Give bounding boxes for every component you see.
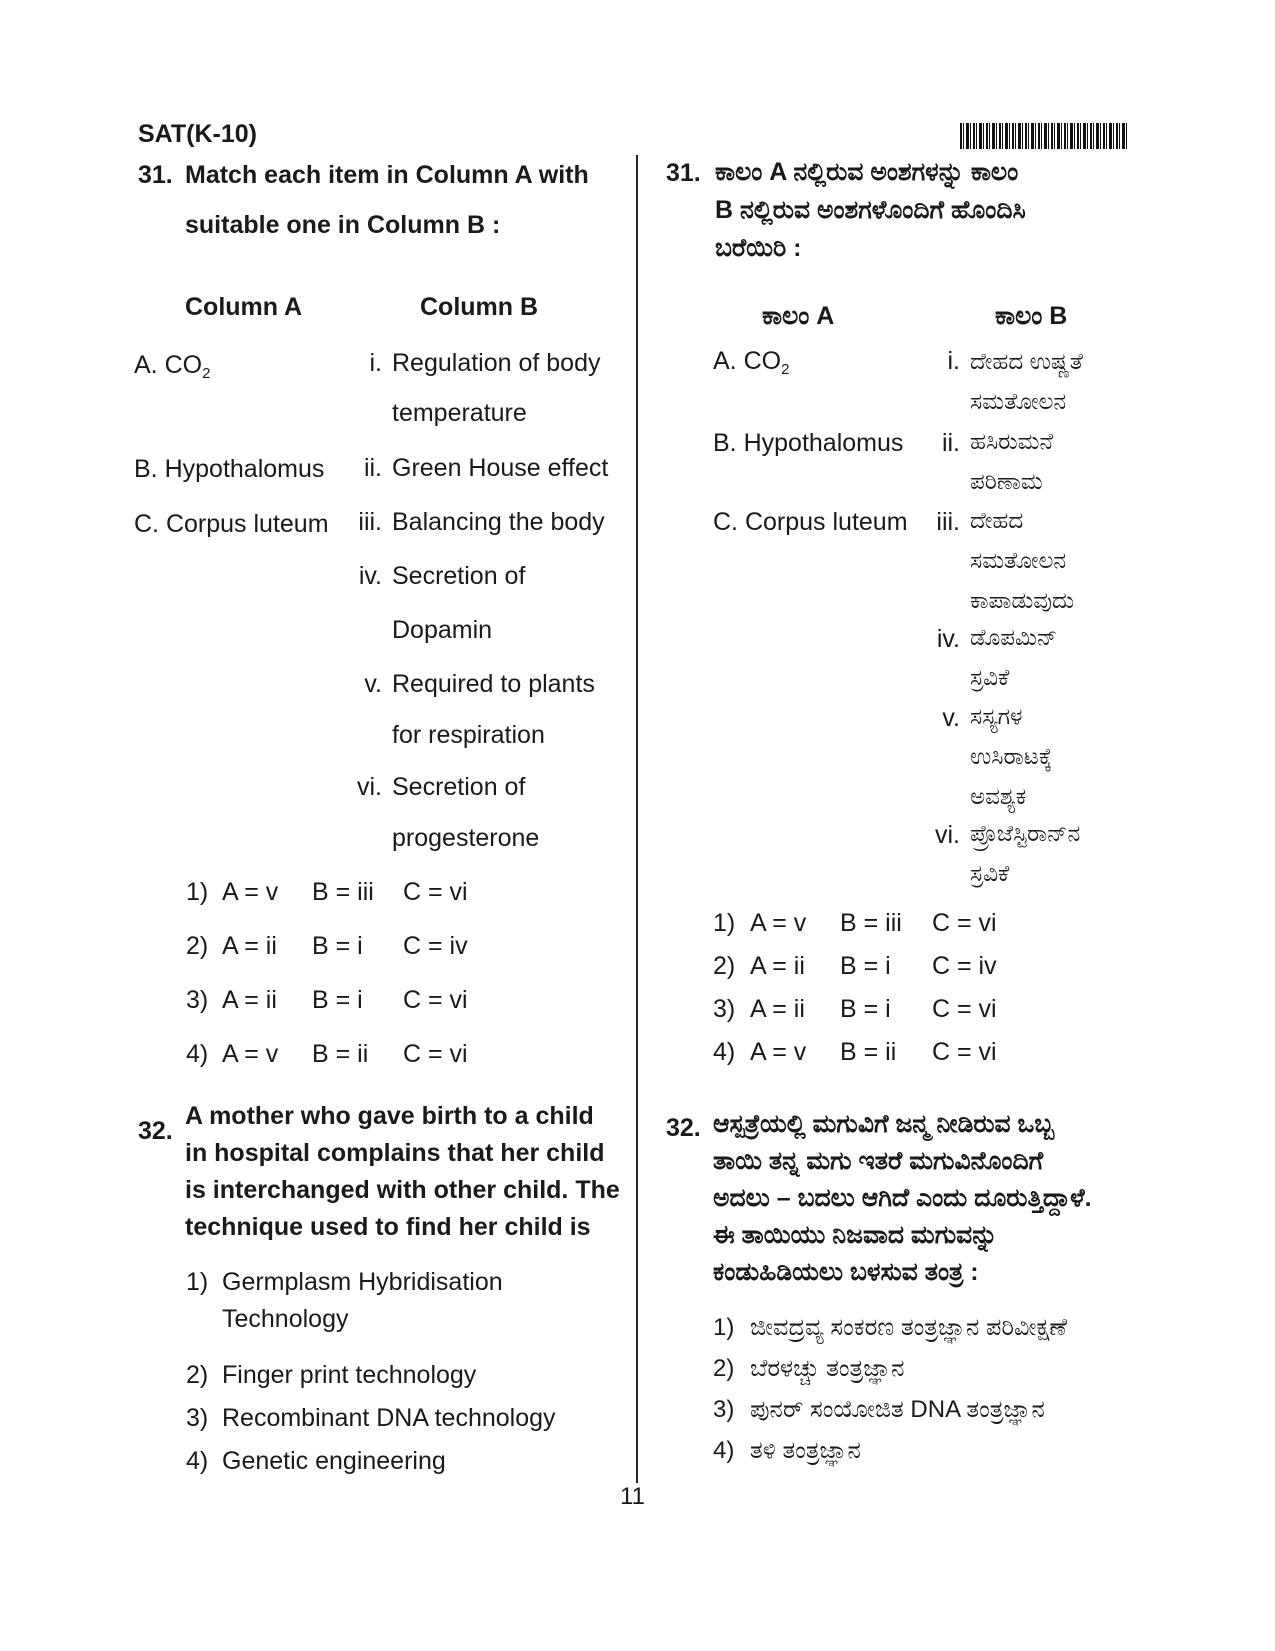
k-col-b-label: iv. bbox=[936, 625, 960, 653]
k-col-b-line: ಅವಶ್ಯಕ bbox=[970, 783, 1027, 809]
option-b: B = i bbox=[840, 995, 891, 1023]
k-q31-line: B ನಲ್ಲಿರುವ ಅಂಶಗಳೊಂದಿಗೆ ಹೊಂದಿಸಿ bbox=[715, 196, 1026, 224]
col-b-text: Green House effect bbox=[392, 454, 609, 482]
k-q32-number: 32. bbox=[666, 1114, 701, 1142]
col-a-item bbox=[134, 499, 329, 549]
k-col-a-item bbox=[713, 497, 908, 547]
k-col-b-line: ಸಮತೋಲನ bbox=[970, 388, 1067, 414]
option-text: Finger print technology bbox=[222, 1361, 477, 1389]
option-c: C = vi bbox=[403, 1040, 468, 1068]
col-b-text: Regulation of body bbox=[392, 349, 601, 377]
col-a-label: A. bbox=[134, 351, 158, 379]
k-col-b-label: iii. bbox=[936, 508, 960, 536]
k-col-b-line: ಸಮತೋಲನ bbox=[970, 547, 1067, 573]
option-a: A = ii bbox=[750, 952, 805, 980]
q31-text-line2: suitable one in Column B : bbox=[185, 211, 501, 239]
option-text: ಜೀವದ್ರವ್ಯ ಸಂಕರಣ ತಂತ್ರಜ್ಞಾನ ಪರಿವೀಕ್ಷಣೆ bbox=[750, 1314, 1067, 1341]
option-b: B = i bbox=[840, 952, 891, 980]
col-b-text: Balancing the body bbox=[392, 508, 605, 536]
option-number: 1) bbox=[713, 1314, 735, 1341]
k-col-b-label: ii. bbox=[941, 429, 960, 457]
k-col-b-text bbox=[970, 341, 1083, 421]
k-col-b-text bbox=[970, 421, 1053, 501]
q31-number: 31. bbox=[138, 161, 173, 189]
k-col-b-line: ದೇಹದ ಉಷ್ಣತೆ bbox=[970, 348, 1083, 374]
option-number: 1) bbox=[713, 909, 736, 937]
col-b-label: iv. bbox=[358, 562, 382, 590]
col-b-label: ii. bbox=[363, 454, 382, 482]
option-a: A = ii bbox=[222, 932, 277, 960]
k-col-b-line: ಪರಿಣಾಮ bbox=[970, 468, 1043, 494]
col-b-text: Required to plants bbox=[392, 670, 595, 698]
q32-option-2[interactable] bbox=[186, 1357, 477, 1394]
k-q31-question bbox=[715, 153, 1135, 267]
column-a-heading: Column A bbox=[185, 293, 303, 321]
col-a-subscript: 2 bbox=[202, 365, 211, 382]
option-number: 2) bbox=[186, 1361, 209, 1389]
option-b: B = i bbox=[312, 986, 363, 1014]
option-text: ಪುನರ್ ಸಂಯೋಜಿತ DNA ತಂತ್ರಜ್ಞಾನ bbox=[750, 1396, 1045, 1423]
column-b-heading: Column B bbox=[420, 293, 539, 321]
option-number: 3) bbox=[186, 986, 209, 1014]
k-col-b-line: ಸಸ್ಯಗಳ bbox=[970, 703, 1023, 729]
col-a-subscript: 2 bbox=[781, 361, 790, 378]
k-q31-line: ಬರೆಯಿರಿ : bbox=[715, 234, 802, 262]
option-a: A = v bbox=[750, 909, 807, 937]
barcode-image bbox=[960, 123, 1128, 149]
col-a-text: Corpus luteum bbox=[744, 508, 908, 536]
option-c: C = vi bbox=[932, 1038, 997, 1066]
k-q31-number: 31. bbox=[666, 159, 701, 187]
option-a: A = ii bbox=[750, 995, 805, 1023]
k-q32-line: ಅದಲು – ಬದಲು ಆಗಿದೆ ಎಂದು ದೂರುತ್ತಿದ್ದಾಳೆ. bbox=[713, 1184, 1092, 1212]
option-b: B = iii bbox=[840, 909, 902, 937]
option-c: C = iv bbox=[932, 952, 997, 980]
k-q32-line: ತಾಯಿ ತನ್ನ ಮಗು ಇತರೆ ಮಗುವಿನೊಂದಿಗೆ bbox=[713, 1147, 1044, 1175]
option-number: 1) bbox=[186, 1268, 209, 1296]
option-c: C = vi bbox=[403, 986, 468, 1014]
col-a-text: CO bbox=[743, 347, 782, 375]
q31-text-line1: Match each item in Column A with bbox=[185, 161, 589, 189]
k-q32-line: ಈ ತಾಯಿಯು ನಿಜವಾದ ಮಗುವನ್ನು bbox=[713, 1221, 998, 1249]
k-column-b-heading: ಕಾಲಂ B bbox=[995, 302, 1068, 330]
option-a: A = v bbox=[222, 1040, 279, 1068]
option-number: 4) bbox=[186, 1040, 209, 1068]
q32-question bbox=[185, 1098, 620, 1246]
q32-line: A mother who gave birth to a child bbox=[185, 1102, 594, 1130]
k-q32-line: ಕಂಡುಹಿಡಿಯಲು ಬಳಸುವ ತಂತ್ರ : bbox=[713, 1258, 979, 1286]
col-b-text: progesterone bbox=[392, 824, 540, 852]
col-b-text: Secretion of bbox=[392, 773, 526, 801]
k-q31-line: ಕಾಲಂ A ನಲ್ಲಿರುವ ಅಂಶಗಳನ್ನು ಕಾಲಂ bbox=[715, 158, 1019, 186]
option-a: A = v bbox=[222, 878, 279, 906]
col-a-text: Hypothalomus bbox=[743, 429, 904, 457]
option-c: C = vi bbox=[932, 995, 997, 1023]
col-a-label: B. bbox=[134, 455, 158, 483]
col-b-label: vi. bbox=[357, 773, 382, 801]
q31-option-2[interactable] bbox=[186, 921, 468, 971]
col-a-text: Corpus luteum bbox=[165, 510, 329, 538]
option-number: 3) bbox=[713, 995, 736, 1023]
col-b-label: v. bbox=[364, 670, 382, 698]
option-b: B = i bbox=[312, 932, 363, 960]
option-text: Germplasm Hybridisation bbox=[222, 1268, 503, 1296]
k-col-b-line: ಸ್ರವಿಕೆ bbox=[970, 664, 1010, 690]
option-a: A = v bbox=[750, 1038, 807, 1066]
col-b-text: for respiration bbox=[392, 721, 545, 749]
col-a-label: C. bbox=[713, 508, 738, 536]
option-number: 2) bbox=[186, 932, 209, 960]
k-col-b-text bbox=[970, 813, 1080, 893]
k-q32-option-2[interactable] bbox=[713, 1349, 905, 1389]
k-col-a-item bbox=[713, 418, 903, 468]
option-number: 4) bbox=[713, 1038, 736, 1066]
col-b-label: iii. bbox=[358, 508, 382, 536]
q32-line: technique used to find her child is bbox=[185, 1213, 591, 1241]
col-b-text: temperature bbox=[392, 399, 527, 427]
k-q32-option-1[interactable] bbox=[713, 1308, 1067, 1348]
k-q32-option-3[interactable] bbox=[713, 1390, 1045, 1430]
k-col-b-label: i. bbox=[947, 347, 960, 375]
q32-number: 32. bbox=[138, 1117, 173, 1145]
option-a: A = ii bbox=[222, 986, 277, 1014]
k-column-a-heading: ಕಾಲಂ A bbox=[762, 302, 835, 330]
col-a-text: CO bbox=[164, 351, 203, 379]
option-number: 4) bbox=[186, 1447, 209, 1475]
q31-option-3[interactable] bbox=[186, 975, 468, 1025]
k-col-b-line: ಕಾಪಾಡುವುದು bbox=[970, 587, 1075, 613]
option-b: B = ii bbox=[840, 1038, 897, 1066]
option-c: C = iv bbox=[403, 932, 468, 960]
option-b: B = ii bbox=[312, 1040, 369, 1068]
col-a-text: Hypothalomus bbox=[164, 455, 325, 483]
option-text: ತಳಿ ತಂತ್ರಜ್ಞಾನ bbox=[750, 1437, 861, 1464]
col-b-label: i. bbox=[369, 349, 382, 377]
option-number: 4) bbox=[713, 1437, 735, 1464]
k-q32-question bbox=[713, 1106, 1133, 1291]
k-col-b-line: ಹಸಿರುಮನೆ bbox=[970, 428, 1054, 454]
col-a-label: C. bbox=[134, 510, 159, 538]
col-a-item bbox=[134, 340, 210, 399]
q31-option-4[interactable] bbox=[186, 1029, 468, 1079]
col-a-label: B. bbox=[713, 429, 737, 457]
k-col-b-line: ಸ್ರವಿಕೆ bbox=[970, 860, 1010, 886]
option-number: 1) bbox=[186, 878, 209, 906]
col-b-text: Secretion of bbox=[392, 562, 526, 590]
col-a-item bbox=[134, 444, 324, 494]
exam-code: SAT(K-10) bbox=[138, 120, 257, 148]
option-c: C = vi bbox=[403, 878, 468, 906]
q32-line: in hospital complains that her child bbox=[185, 1139, 605, 1167]
option-number: 2) bbox=[713, 1355, 735, 1382]
column-divider bbox=[636, 155, 638, 1483]
k-col-b-line: ಡೊಪಮಿನ್ bbox=[970, 624, 1058, 650]
q31-option-1[interactable] bbox=[186, 867, 468, 917]
option-text: Genetic engineering bbox=[222, 1447, 446, 1475]
q32-option-1[interactable] bbox=[186, 1264, 503, 1333]
k-col-b-text bbox=[970, 696, 1052, 816]
k-col-b-text bbox=[970, 500, 1074, 620]
k-col-b-line: ದೇಹದ bbox=[970, 507, 1024, 533]
k-col-b-line: ಪ್ರೊಜೆಸ್ಟಿರಾನ್‌ನ bbox=[970, 820, 1081, 846]
k-col-b-label: vi. bbox=[935, 821, 960, 849]
q32-option-3[interactable] bbox=[186, 1400, 556, 1437]
k-col-b-line: ಉಸಿರಾಟಕ್ಕೆ bbox=[970, 743, 1053, 769]
option-number: 3) bbox=[186, 1404, 209, 1432]
col-b-text: Dopamin bbox=[392, 616, 493, 644]
col-a-label: A. bbox=[713, 347, 737, 375]
k-col-b-text bbox=[970, 617, 1057, 697]
option-number: 3) bbox=[713, 1396, 735, 1423]
k-col-a-item bbox=[713, 336, 789, 395]
page-number: 11 bbox=[620, 1483, 645, 1510]
option-number: 2) bbox=[713, 952, 736, 980]
option-b: B = iii bbox=[312, 878, 374, 906]
k-q32-option-4[interactable] bbox=[713, 1431, 861, 1471]
option-c: C = vi bbox=[932, 909, 997, 937]
q32-option-4[interactable] bbox=[186, 1443, 446, 1480]
k-q32-line: ಆಸ್ಪತ್ರೆಯಲ್ಲಿ ಮಗುವಿಗೆ ಜನ್ಮ ನೀಡಿರುವ ಒಬ್ಬ bbox=[713, 1110, 1055, 1138]
option-text: Technology bbox=[222, 1305, 349, 1333]
option-text: Recombinant DNA technology bbox=[222, 1404, 556, 1432]
k-col-b-label: v. bbox=[942, 704, 960, 732]
k-q31-option-4[interactable] bbox=[713, 1027, 997, 1077]
q32-line: is interchanged with other child. The bbox=[185, 1176, 620, 1204]
option-text: ಬೆರಳಚ್ಚು ತಂತ್ರಜ್ಞಾನ bbox=[750, 1355, 905, 1382]
